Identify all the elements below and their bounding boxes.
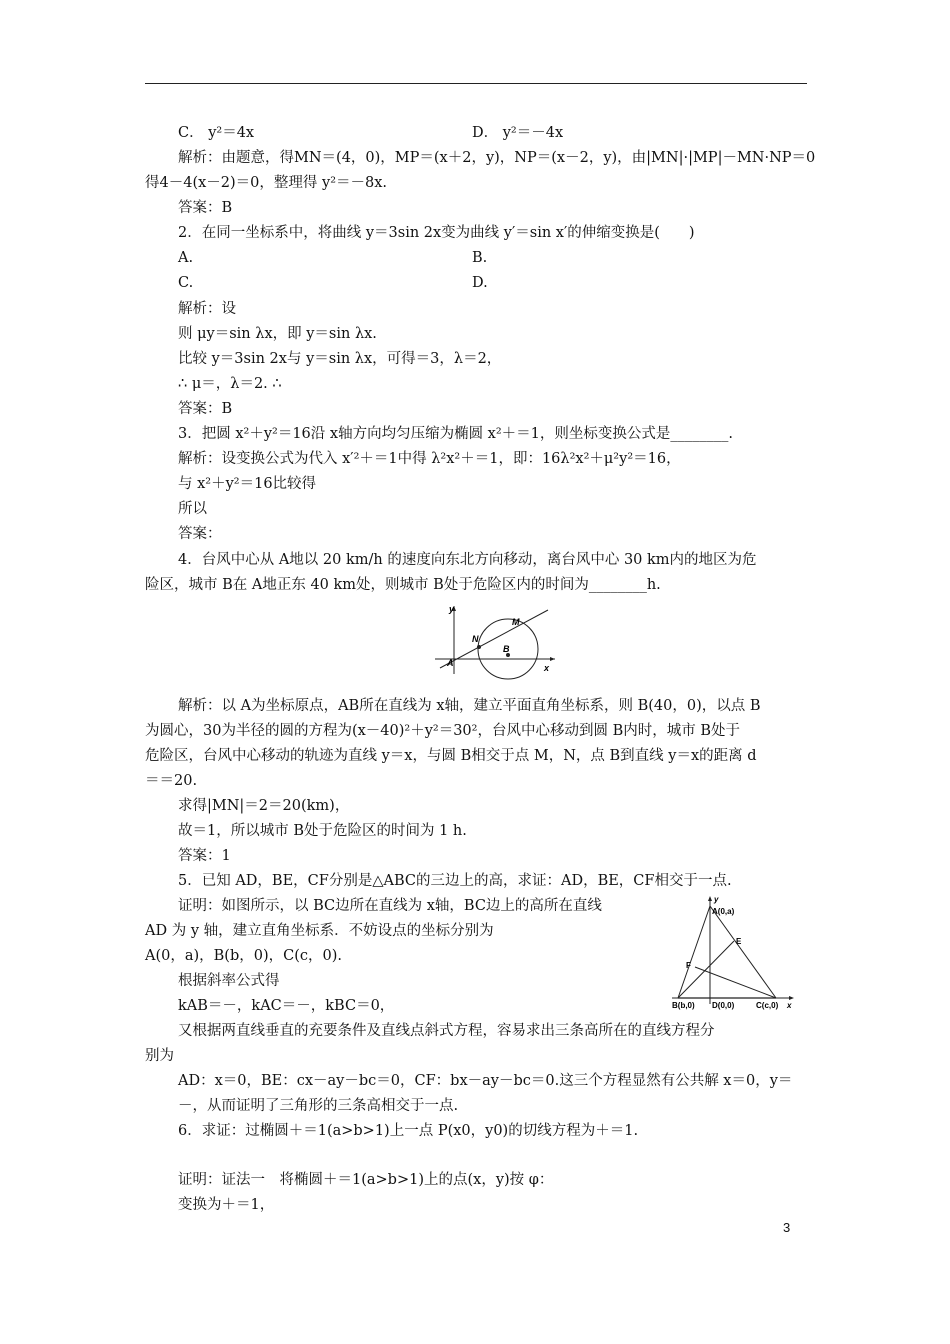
text-line: 解析：设 [178,301,236,317]
label-b: B(b,0) [672,1001,695,1010]
answer-line: 答案：1 [178,848,231,864]
label-f: F [686,961,691,970]
text-line: 根据斜率公式得 [178,973,280,989]
label-e: E [736,937,742,946]
option-b: B. [472,250,488,266]
text-line: 解析：由题意，得MN＝(4，0)，MP＝(x＋2，y)，NP＝(x－2，y)，由|MN|·|MP|－MN·NP＝0 [178,150,816,166]
text-line: 求得|MN|＝2＝20(km)， [178,798,350,814]
text-line: AD：x＝0，BE：cx－ay－bc＝0，CF：bx－ay－bc＝0.这三个方程显然有公共解 x＝0，y＝ [178,1073,793,1089]
x-arrow-icon [789,996,794,1000]
option-d: D. [472,275,488,291]
text-line: 则 μy＝sin λx，即 y＝sin λx. [178,326,377,342]
answer-line: 答案： [178,526,222,542]
question-6: 6．求证：过椭圆＋＝1(a>b>1)上一点 P(x0，y0)的切线方程为＋＝1. [178,1123,639,1139]
text-line: 与 x²＋y²＝16比较得 [178,476,317,492]
option-a: A. [178,250,194,266]
typhoon-figure [430,600,560,680]
text-line: 险区，城市 B在 A地正东 40 km处，则城市 B处于危险区内的时间为________h. [145,577,661,593]
text-line: ∴ μ＝，λ＝2. ∴ [178,376,282,392]
altitude-cf [695,967,776,998]
text-line: 故＝1，所以城市 B处于危险区的时间为 1 h. [178,823,467,839]
answer-line: 答案：B [178,401,233,417]
text-line: AD 为 y 轴，建立直角坐标系．不妨设点的坐标分别为 [145,923,494,939]
text-line: －，从而证明了三角形的三条高相交于一点. [178,1098,459,1114]
question-5: 5．已知 AD，BE，CF分别是△ABC的三边上的高，求证：AD，BE，CF相交于一点. [178,873,732,889]
text-line: A(0，a)，B(b，0)，C(c，0). [145,948,342,964]
text-line: 别为 [145,1048,174,1064]
y-axis-label: y [714,895,719,904]
question-2: 2．在同一坐标系中，将曲线 y＝3sin 2x变为曲线 y′＝sin x′的伸缩变换是( ) [178,225,695,241]
triangle-figure [668,892,800,1010]
text-line: 又根据两直线垂直的充要条件及直线点斜式方程，容易求出三条高所在的直线方程分 [178,1023,715,1039]
text-line: 解析：设变换公式为代入 x′²＋＝1中得 λ²x²＋＝1，即：16λ²x²＋μ²y²＝16， [178,451,681,467]
label-c: C(c,0) [756,1001,779,1010]
text-line: 变换为＋＝1， [178,1197,275,1213]
label-n: N [472,634,479,644]
side-ac [710,906,776,998]
text-line: 比较 y＝3sin 2x与 y＝sin λx，可得＝3，λ＝2， [178,351,502,367]
point-n [477,645,481,649]
option-d: D． y²＝－4x [472,125,564,141]
text-line: 为圆心，30为半径的圆的方程为(x－40)²＋y²＝30²，台风中心移动到圆 B内时，城市 B处于 [145,723,740,739]
label-a: A [447,658,454,668]
page-number: 3 [783,1220,791,1235]
question-3: 3．把圆 x²＋y²＝16沿 x轴方向均匀压缩为椭圆 x²＋＝1，则坐标变换公式是________. [178,426,733,442]
text-line: 危险区，台风中心移动的轨迹为直线 y＝x，与圆 B相交于点 M，N，点 B到直线 y＝x的距离 d [145,748,757,764]
y-axis-label: y [449,604,455,614]
answer-line: 答案：B [178,200,233,216]
y-arrow-icon [708,896,712,901]
text-line: 证明：证法一 将椭圆＋＝1(a>b>1)上的点(x，y)按 φ： [178,1172,554,1188]
label-a: A(0,a) [712,907,735,916]
question-4: 4．台风中心从 A地以 20 km/h 的速度向东北方向移动，离台风中心 30 km内的地区为危 [178,552,757,568]
text-line: ＝＝20. [145,773,198,789]
text-line: kAB＝－，kAC＝－，kBC＝0， [178,998,395,1014]
label-d: D(0,0) [712,1001,735,1010]
header-rule [145,83,807,84]
x-arrow-icon [550,657,555,661]
option-c: C． y²＝4x [178,125,255,141]
text-line: 证明：如图所示，以 BC边所在直线为 x轴，BC边上的高所在直线 [178,898,602,914]
text-line: 所以 [178,501,207,517]
x-axis-label: x [544,663,550,673]
x-axis-label: x [787,1001,792,1010]
text-line: 得4－4(x－2)＝0，整理得 y²＝－8x. [145,175,388,191]
label-b: B [503,644,510,654]
label-m: M [512,617,520,627]
side-ab [678,906,710,998]
text-line: 解析：以 A为坐标原点，AB所在直线为 x轴，建立平面直角坐标系，则 B(40，0)，以点 B [178,698,761,714]
option-c: C. [178,275,194,291]
